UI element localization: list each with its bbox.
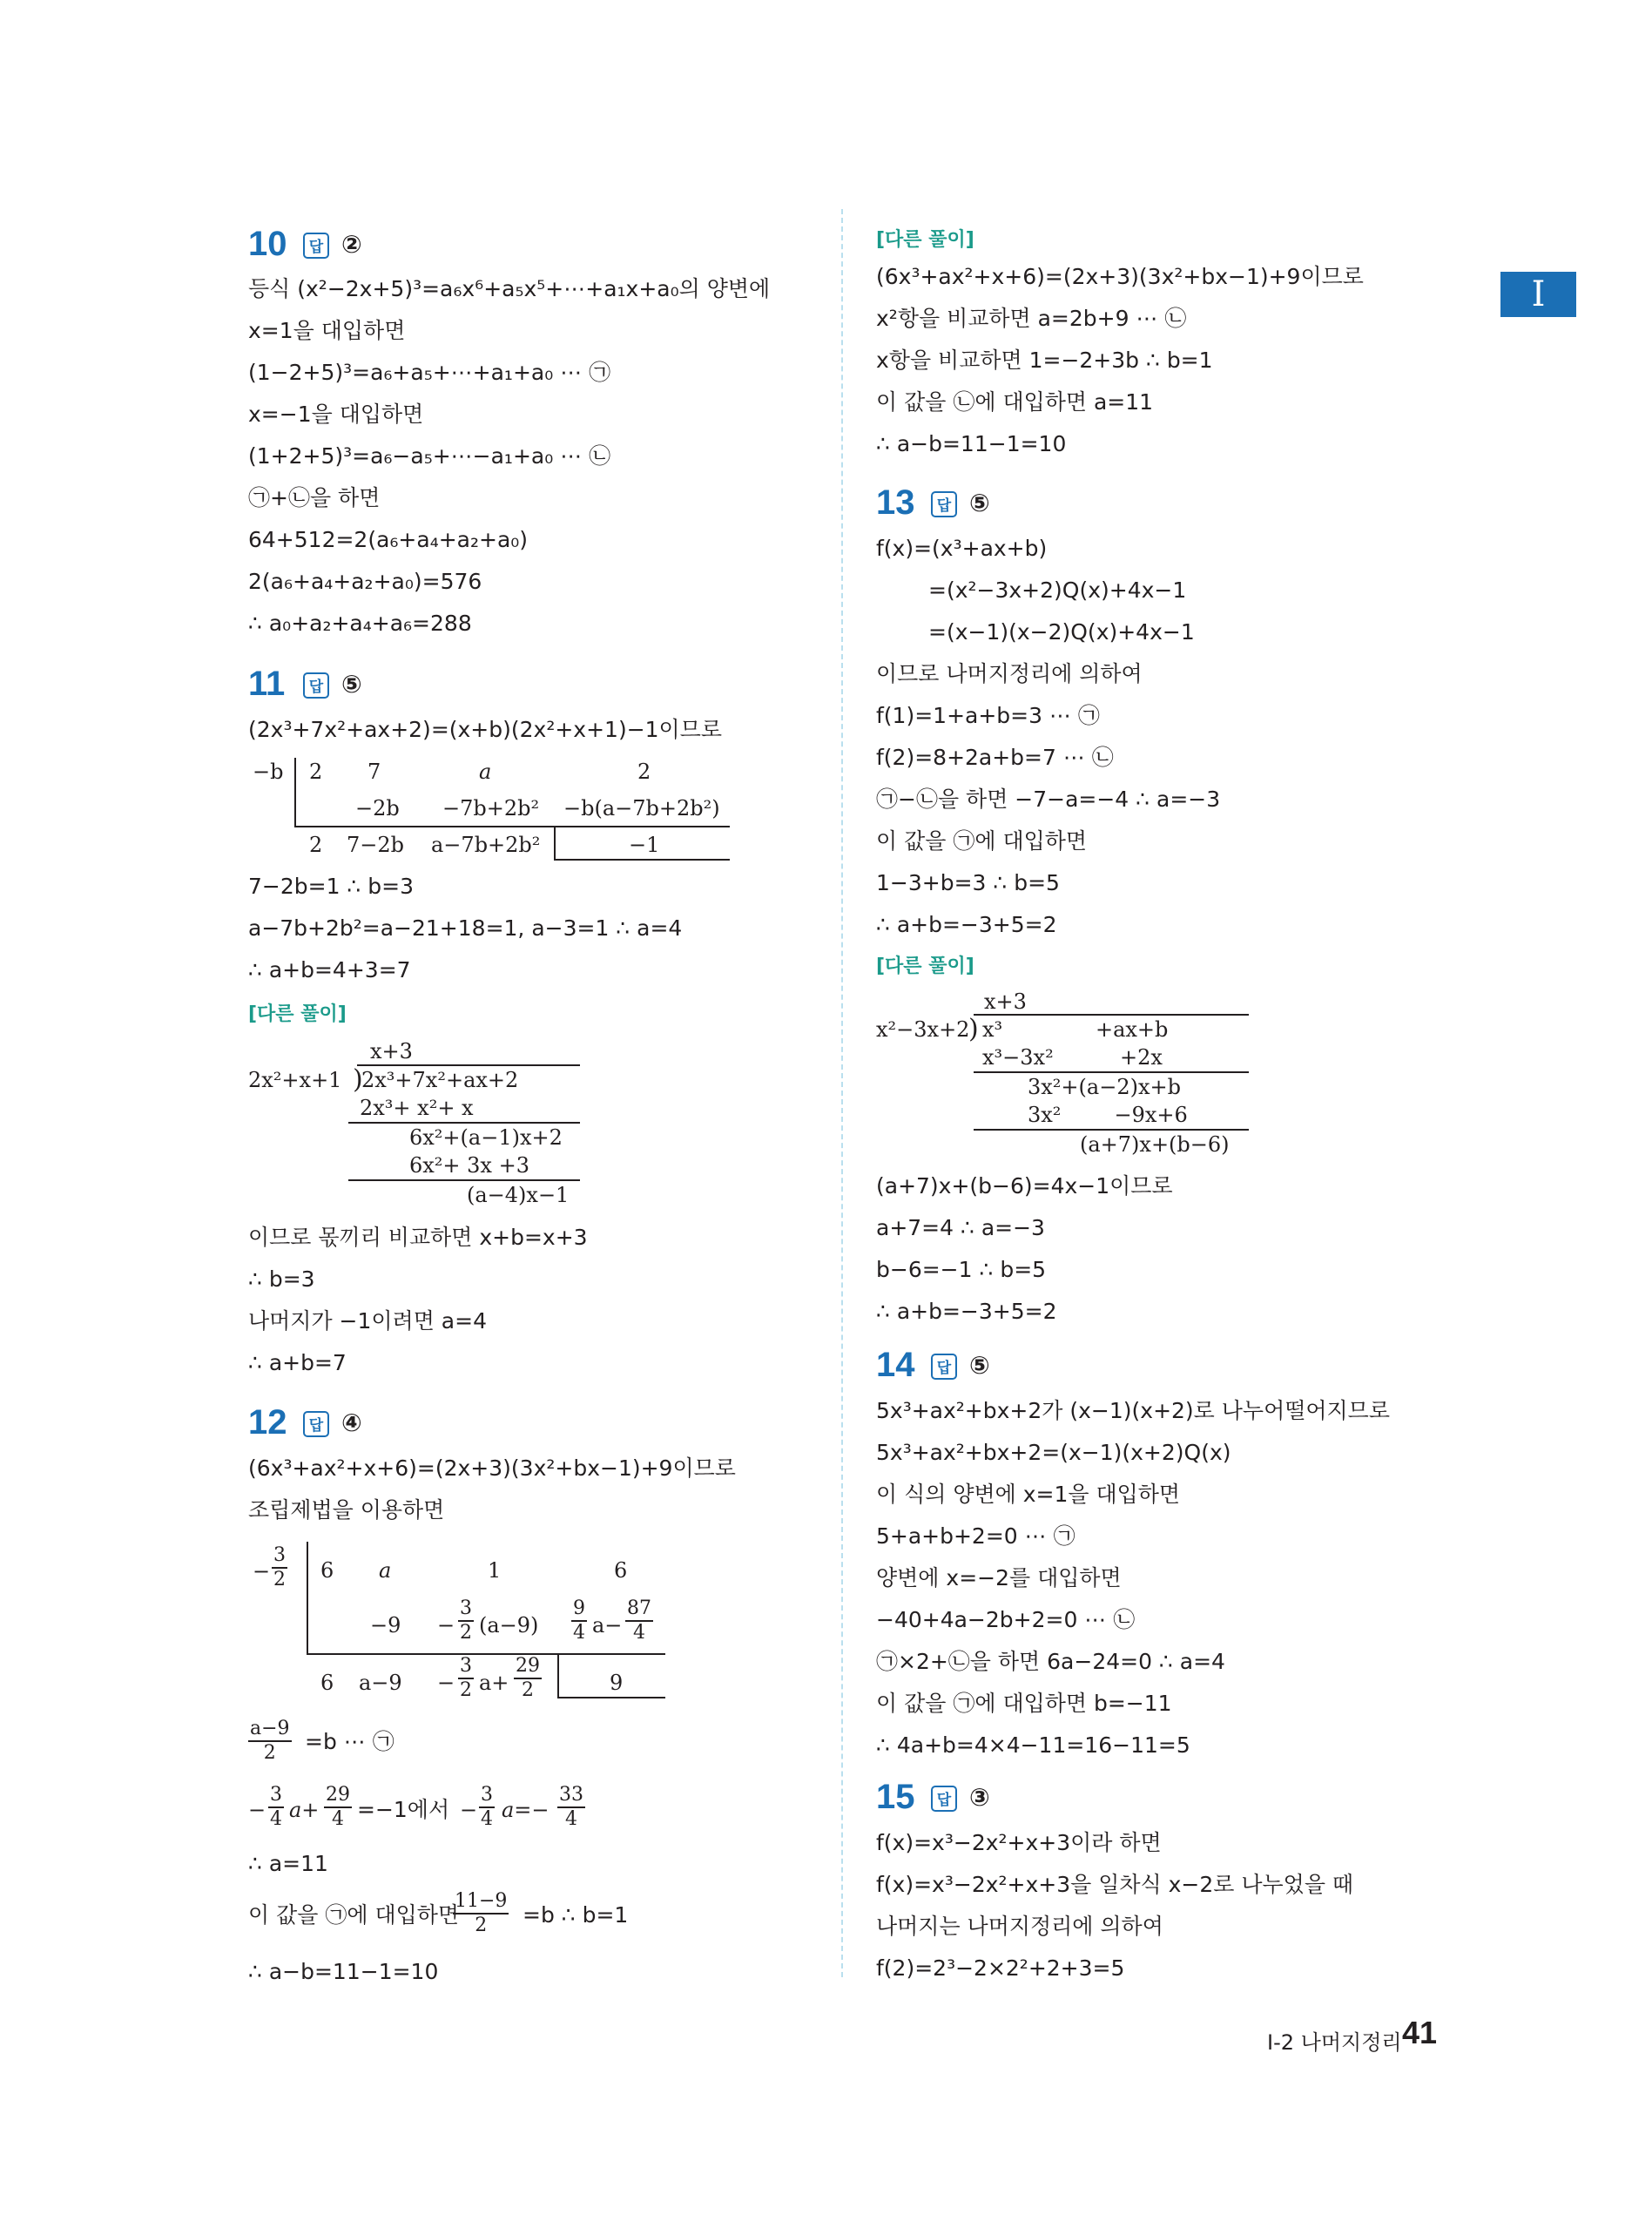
p14-line: 양변에 x=−2를 대입하면 (876, 1565, 1122, 1590)
p13-line: =(x−1)(x−2)Q(x)+4x−1 (928, 619, 1195, 645)
longdiv-rule (348, 1179, 580, 1181)
p12alt-line: (6x³+ax²+x+6)=(2x+3)(3x²+bx−1)+9이므로 (876, 264, 1364, 289)
p10-line: 등식 (x²−2x+5)³=a₆x⁶+a₅x⁵+⋯+a₁x+a₀의 양변에 (248, 276, 771, 301)
synthetic-bar (307, 1542, 308, 1653)
problem-11-number: 11 (248, 665, 286, 703)
p15-line: f(x)=x³−2x²+x+3을 일차식 x−2로 나누었을 때 (876, 1872, 1354, 1897)
longdiv-quotient: x+3 (984, 989, 1027, 1014)
longdiv-dividend: x³ +ax+b (982, 1017, 1169, 1042)
longdiv-step: 3x² −9x+6 (1028, 1103, 1188, 1127)
p11-line: ∴ a+b=4+3=7 (248, 957, 411, 983)
problem-10-number: 10 (248, 225, 287, 263)
p11-line: 나머지가 −1이려면 a=4 (248, 1308, 487, 1334)
p13-line: 이 값을 ㉠에 대입하면 (876, 828, 1088, 854)
longdiv-bracket: ) (353, 1064, 363, 1095)
p10-line: (1−2+5)³=a₆+a₅+⋯+a₁+a₀ ⋯ ㉠ (248, 360, 611, 385)
longdiv-divisor: 2x²+x+1 (248, 1068, 342, 1092)
synthetic-rule (307, 1653, 665, 1655)
longdiv-dividend: 2x³+7x²+ax+2 (361, 1068, 519, 1092)
synthetic-cell: −9 (370, 1613, 401, 1638)
p13-line: 1−3+b=3 ∴ b=5 (876, 870, 1060, 895)
longdiv-divisor: x²−3x+2 (876, 1017, 970, 1042)
p12-eq4: 이 값을 ㉠에 대입하면 (248, 1902, 460, 1928)
p12-eq2-frac: $\frac{29}{4}$ (326, 1784, 350, 1830)
longdiv-step: x³−3x² +2x (982, 1045, 1163, 1070)
synthetic-remainder: 9 (610, 1671, 624, 1695)
synthetic-frac: $\frac{3}{2}$ (460, 1597, 472, 1644)
p12alt-line: ∴ a−b=11−1=10 (876, 431, 1067, 456)
p10-line: ㉠+㉡을 하면 (248, 485, 381, 510)
p12-eq2-frac: $\frac{3}{4}$ (481, 1784, 493, 1830)
synthetic-cell: −b(a−7b+2b²) (563, 796, 720, 820)
synthetic-cell: a (379, 1558, 392, 1583)
longdiv-rule (348, 1122, 580, 1124)
problem-11-answer: ⑤ (341, 670, 362, 699)
p14-line: 5+a+b+2=0 ⋯ ㉠ (876, 1523, 1075, 1549)
p11-intro: (2x³+7x²+ax+2)=(x+b)(2x²+x+1)−1이므로 (248, 717, 723, 742)
p13-line: f(1)=1+a+b=3 ⋯ ㉠ (876, 703, 1100, 728)
p13-line: a+7=4 ∴ a=−3 (876, 1215, 1045, 1240)
p14-line: 이 값을 ㉠에 대입하면 b=−11 (876, 1691, 1172, 1716)
synthetic-minus: − (437, 1671, 455, 1695)
synthetic-cell: a+ (479, 1671, 509, 1695)
p12alt-line: x항을 비교하면 1=−2+3b ∴ b=1 (876, 348, 1213, 373)
p14-line: 5x³+ax²+bx+2가 (x−1)(x+2)로 나누어떨어지므로 (876, 1398, 1390, 1423)
synthetic-cell: a (479, 760, 492, 784)
p13-line: f(x)=(x³+ax+b) (876, 536, 1048, 561)
answer-tag-icon: 답 (303, 1411, 329, 1437)
p11-line: ∴ b=3 (248, 1266, 315, 1292)
synthetic-cell: 2 (309, 833, 323, 857)
p10-line: x=1을 대입하면 (248, 318, 406, 343)
minus: − (248, 1798, 266, 1822)
synthetic-cell: −7b+2b² (442, 796, 540, 820)
synthetic-cell: 7−2b (347, 833, 405, 857)
answer-tag-icon: 답 (303, 233, 329, 259)
page-number: 41 (1402, 2015, 1438, 2050)
synthetic-cell: 2 (637, 760, 651, 784)
p12-eq1: =b ⋯ ㉠ (305, 1729, 394, 1754)
longdiv-bar (974, 1014, 1249, 1016)
problem-12-answer: ④ (341, 1408, 362, 1437)
p14-line: ∴ 4a+b=4×4−11=16−11=5 (876, 1732, 1190, 1758)
synthetic-cell: (a−9) (479, 1613, 539, 1638)
longdiv-step: 6x²+(a−1)x+2 (409, 1125, 563, 1150)
problem-14-number: 14 (876, 1346, 915, 1384)
synthetic-divisor-frac: $\frac{3}{2}$ (273, 1544, 286, 1590)
remainder-box (554, 859, 730, 861)
longdiv-step: 6x²+ 3x +3 (409, 1153, 529, 1178)
synthetic-minus: − (253, 1559, 271, 1584)
p12-eq1-frac: $\frac{a-9}{2}$ (250, 1718, 290, 1764)
longdiv-remainder: (a−4)x−1 (467, 1183, 570, 1207)
longdiv-step: 2x³+ x²+ x (360, 1096, 474, 1120)
p12alt-line: x²항을 비교하면 a=2b+9 ⋯ ㉡ (876, 306, 1187, 331)
longdiv-remainder: (a+7)x+(b−6) (1080, 1132, 1230, 1157)
p15-line: f(x)=x³−2x²+x+3이라 하면 (876, 1830, 1162, 1855)
synthetic-cell: 7 (367, 760, 381, 784)
synthetic-cell: 2 (309, 760, 323, 784)
minus: − (460, 1798, 478, 1822)
longdiv-rule (974, 1129, 1249, 1131)
p10-line: (1+2+5)³=a₆−a₅+⋯−a₁+a₀ ⋯ ㉡ (248, 443, 611, 469)
synthetic-cell: 6 (320, 1671, 334, 1695)
p11-line: 7−2b=1 ∴ b=3 (248, 874, 415, 899)
p12-eq4-frac: $\frac{11-9}{2}$ (455, 1890, 508, 1936)
longdiv-rule (974, 1071, 1249, 1073)
p13-line: ∴ a+b=−3+5=2 (876, 912, 1057, 937)
p12-line: 조립제법을 이용하면 (248, 1497, 445, 1523)
p10-line: 64+512=2(a₆+a₄+a₂+a₀) (248, 527, 529, 552)
problem-15-answer: ③ (969, 1783, 990, 1812)
p12alt-line: 이 값을 ㉡에 대입하면 a=11 (876, 389, 1154, 415)
synthetic-cell: a−7b+2b² (431, 833, 541, 857)
synthetic-cell: a− (592, 1613, 623, 1638)
synthetic-minus: − (437, 1613, 455, 1638)
answer-tag-icon: 답 (931, 1354, 957, 1380)
p14-line: 이 식의 양변에 x=1을 대입하면 (876, 1482, 1181, 1507)
synthetic-bar (294, 758, 296, 826)
p10-line: ∴ a₀+a₂+a₄+a₆=288 (248, 611, 472, 636)
problem-13-number: 13 (876, 483, 915, 522)
synthetic-cell: −2b (355, 796, 400, 820)
longdiv-quotient: x+3 (370, 1039, 413, 1064)
synthetic-cell: 6 (320, 1558, 334, 1583)
variable: a=− (502, 1798, 550, 1822)
p12-eq2: =−1에서 (357, 1797, 450, 1822)
p12-line: ∴ a−b=11−1=10 (248, 1959, 439, 1984)
longdiv-step: 3x²+(a−2)x+b (1028, 1075, 1181, 1099)
synthetic-frac: $\frac{3}{2}$ (460, 1655, 472, 1701)
p13-line: f(2)=8+2a+b=7 ⋯ ㉡ (876, 745, 1114, 770)
variable: a+ (289, 1798, 320, 1822)
p10-line: x=−1을 대입하면 (248, 402, 424, 427)
synthetic-cell: 6 (614, 1558, 628, 1583)
answer-tag-icon: 답 (931, 491, 957, 517)
p11-line: a−7b+2b²=a−21+18=1, a−3=1 ∴ a=4 (248, 915, 683, 941)
longdiv-bar (357, 1064, 580, 1066)
p13-line: ㉠−㉡을 하면 −7−a=−4 ∴ a=−3 (876, 787, 1221, 812)
p13-line: 이므로 나머지정리에 의하여 (876, 661, 1143, 686)
column-divider (841, 209, 843, 1977)
problem-10-answer: ② (341, 230, 362, 259)
p13-line: ∴ a+b=−3+5=2 (876, 1299, 1057, 1324)
p14-line: −40+4a−2b+2=0 ⋯ ㉡ (876, 1607, 1136, 1632)
p13-line: (a+7)x+(b−6)=4x−1이므로 (876, 1173, 1173, 1199)
problem-12-number: 12 (248, 1403, 287, 1442)
alt-solution-label: [다른 풀이] (876, 229, 974, 251)
p11-line: 이므로 몫끼리 비교하면 x+b=x+3 (248, 1225, 588, 1250)
p11-line: ∴ a+b=7 (248, 1350, 347, 1375)
synthetic-cell: 1 (488, 1558, 502, 1583)
alt-solution-label: [다른 풀이] (876, 956, 974, 977)
p12-line: ∴ a=11 (248, 1851, 328, 1876)
p12-eq4: =b ∴ b=1 (523, 1902, 629, 1928)
footer-section: Ⅰ-2 나머지정리 (1267, 2030, 1402, 2055)
synthetic-cell: a−9 (359, 1671, 402, 1695)
synthetic-divisor: −b (253, 760, 284, 784)
remainder-box (557, 1653, 559, 1697)
answer-tag-icon: 답 (931, 1786, 957, 1812)
problem-13-answer: ⑤ (969, 489, 990, 517)
p14-line: ㉠×2+㉡을 하면 6a−24=0 ∴ a=4 (876, 1649, 1225, 1674)
remainder-box (554, 826, 556, 859)
synthetic-frac: $\frac{87}{4}$ (627, 1597, 651, 1644)
p12-eq2-frac: $\frac{3}{4}$ (270, 1784, 282, 1830)
synthetic-rule (294, 826, 730, 827)
p13-line: b−6=−1 ∴ b=5 (876, 1257, 1047, 1282)
alt-solution-label: [다른 풀이] (248, 1003, 347, 1025)
p13-line: =(x²−3x+2)Q(x)+4x−1 (928, 577, 1187, 603)
p12-eq2-frac: $\frac{33}{4}$ (559, 1784, 583, 1830)
answer-tag-icon: 답 (303, 672, 329, 699)
synthetic-remainder: −1 (629, 833, 660, 857)
synthetic-frac: $\frac{9}{4}$ (573, 1597, 585, 1644)
p15-line: f(2)=2³−2×2²+2+3=5 (876, 1955, 1125, 1981)
p10-line: 2(a₆+a₄+a₂+a₀)=576 (248, 569, 482, 594)
remainder-box (557, 1697, 665, 1698)
chapter-tab: I (1500, 272, 1576, 317)
p15-line: 나머지는 나머지정리에 의하여 (876, 1914, 1163, 1939)
problem-15-number: 15 (876, 1778, 915, 1816)
p12-line: (6x³+ax²+x+6)=(2x+3)(3x²+bx−1)+9이므로 (248, 1455, 736, 1481)
p14-line: 5x³+ax²+bx+2=(x−1)(x+2)Q(x) (876, 1440, 1231, 1465)
synthetic-frac: $\frac{29}{2}$ (516, 1655, 540, 1701)
problem-14-answer: ⑤ (969, 1351, 990, 1380)
longdiv-bracket: ) (968, 1014, 979, 1044)
